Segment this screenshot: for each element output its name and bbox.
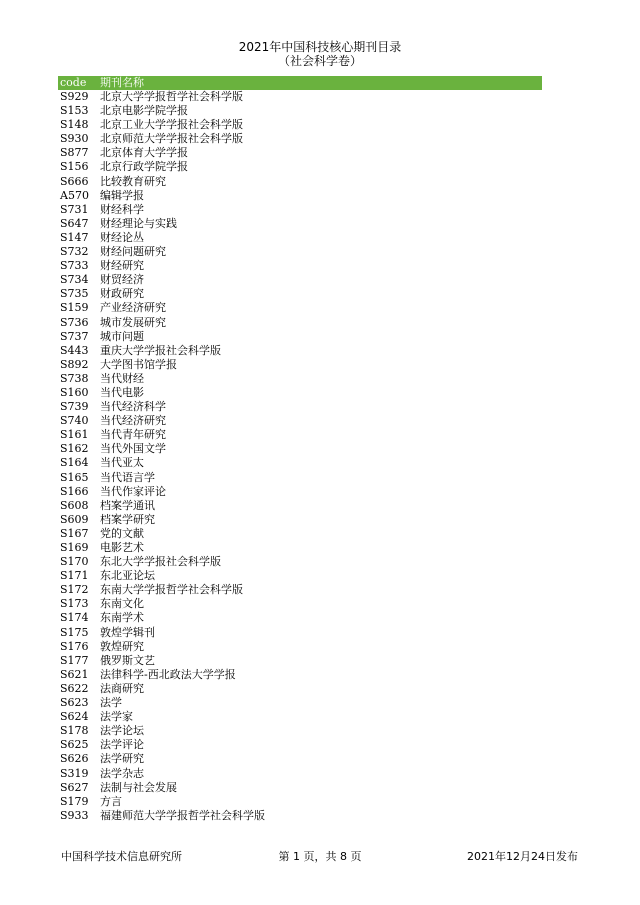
journal-name: 档案学研究 — [100, 512, 155, 526]
journal-name: 当代财经 — [100, 371, 144, 385]
table-row — [58, 330, 542, 344]
journal-code: S174 — [60, 611, 89, 625]
journal-code: S738 — [60, 371, 89, 385]
journal-code: S623 — [60, 696, 89, 710]
table-row — [58, 809, 542, 823]
journal-name: 财经科学 — [100, 202, 144, 216]
table-row — [58, 527, 542, 541]
journal-table — [58, 76, 542, 823]
journal-name: 法学评论 — [100, 738, 144, 752]
journal-name: 当代电影 — [100, 385, 144, 399]
table-header-row — [58, 76, 542, 90]
journal-name: 档案学通讯 — [100, 498, 155, 512]
journal-name: 当代作家评论 — [100, 484, 166, 498]
journal-name: 法学杂志 — [100, 766, 144, 780]
journal-code: S733 — [60, 259, 89, 273]
table-row — [58, 132, 542, 146]
table-row — [58, 626, 542, 640]
journal-code: S892 — [60, 357, 89, 371]
journal-name: 编辑学报 — [100, 188, 144, 202]
table-row — [58, 781, 542, 795]
journal-code: S162 — [60, 442, 89, 456]
journal-name: 比较教育研究 — [100, 174, 166, 188]
table-row — [58, 682, 542, 696]
table-row — [58, 400, 542, 414]
table-row — [58, 738, 542, 752]
table-row — [58, 597, 542, 611]
journal-code: S443 — [60, 343, 89, 357]
journal-code: S647 — [60, 216, 89, 230]
journal-code: S164 — [60, 456, 89, 470]
journal-name: 北京电影学院学报 — [100, 104, 188, 118]
journal-name: 财贸经济 — [100, 273, 144, 287]
journal-code: S627 — [60, 780, 89, 794]
journal-code: S173 — [60, 597, 89, 611]
journal-name: 法学论坛 — [100, 724, 144, 738]
table-row — [58, 316, 542, 330]
journal-code: S622 — [60, 681, 89, 695]
journal-code: S161 — [60, 428, 89, 442]
journal-code: S877 — [60, 146, 89, 160]
journal-code: S177 — [60, 653, 89, 667]
journal-name: 产业经济研究 — [100, 301, 166, 315]
journal-name: 法制与社会发展 — [100, 780, 177, 794]
journal-name: 敦煌研究 — [100, 639, 144, 653]
table-row — [58, 724, 542, 738]
journal-name: 财政研究 — [100, 287, 144, 301]
document-title: 2021年中国科技核心期刊目录 — [238, 40, 402, 54]
table-row — [58, 668, 542, 682]
journal-name: 法律科学-西北政法大学学报 — [100, 667, 236, 681]
journal-code: S179 — [60, 794, 89, 808]
journal-code: S160 — [60, 385, 89, 399]
table-row — [58, 767, 542, 781]
journal-name: 法学 — [100, 696, 122, 710]
journal-name: 当代经济科学 — [100, 400, 166, 414]
table-row — [58, 654, 542, 668]
journal-name: 东南文化 — [100, 597, 144, 611]
journal-code: S156 — [60, 160, 89, 174]
journal-code: S175 — [60, 625, 89, 639]
journal-name: 东南学术 — [100, 611, 144, 625]
journal-name: 北京行政学院学报 — [100, 160, 188, 174]
journal-code: S626 — [60, 752, 89, 766]
journal-name: 法学家 — [100, 710, 133, 724]
journal-code: S929 — [60, 90, 89, 103]
table-row — [58, 795, 542, 809]
table-row — [58, 189, 542, 203]
column-header-journal-name: 期刊名称 — [100, 76, 144, 89]
document-subtitle: （社会科学卷） — [277, 54, 362, 68]
journal-code: S740 — [60, 414, 89, 428]
journal-code: S166 — [60, 484, 89, 498]
footer-publisher: 中国科学技术信息研究所 — [61, 850, 182, 863]
table-row — [58, 456, 542, 470]
table-row — [58, 583, 542, 597]
journal-code: S165 — [60, 470, 89, 484]
table-row — [58, 217, 542, 231]
journal-code: S737 — [60, 329, 89, 343]
journal-code: S167 — [60, 526, 89, 540]
journal-code: S171 — [60, 569, 89, 583]
journal-code: S148 — [60, 118, 89, 132]
table-row — [58, 640, 542, 654]
table-row — [58, 471, 542, 485]
table-row — [58, 513, 542, 527]
journal-code: S930 — [60, 132, 89, 146]
journal-name: 党的文献 — [100, 526, 144, 540]
journal-name: 东北亚论坛 — [100, 569, 155, 583]
table-row — [58, 414, 542, 428]
journal-name: 财经论丛 — [100, 230, 144, 244]
journal-code: S624 — [60, 710, 89, 724]
table-row — [58, 301, 542, 315]
table-row — [58, 611, 542, 625]
journal-name: 东北大学学报社会科学版 — [100, 555, 221, 569]
journal-code: S176 — [60, 639, 89, 653]
table-row — [58, 287, 542, 301]
journal-name: 财经问题研究 — [100, 245, 166, 259]
journal-name: 法学研究 — [100, 752, 144, 766]
journal-code: S933 — [60, 808, 89, 822]
journal-code: S153 — [60, 104, 89, 118]
table-row — [58, 710, 542, 724]
journal-code: S666 — [60, 174, 89, 188]
table-row — [58, 541, 542, 555]
journal-code: S731 — [60, 202, 89, 216]
journal-code: S739 — [60, 400, 89, 414]
table-row — [58, 245, 542, 259]
journal-name: 当代青年研究 — [100, 428, 166, 442]
journal-code: S625 — [60, 738, 89, 752]
journal-code: S609 — [60, 512, 89, 526]
journal-name: 东南大学学报哲学社会科学版 — [100, 583, 243, 597]
journal-code: S147 — [60, 230, 89, 244]
journal-name: 电影艺术 — [100, 541, 144, 554]
table-row — [58, 499, 542, 513]
table-row — [58, 160, 542, 174]
journal-name: 方言 — [100, 794, 122, 808]
journal-code: S732 — [60, 245, 89, 259]
journal-code: S608 — [60, 498, 89, 512]
journal-name: 财经研究 — [100, 259, 144, 273]
journal-name: 北京工业大学学报社会科学版 — [100, 118, 243, 132]
journal-name: 北京大学学报哲学社会科学版 — [100, 90, 243, 103]
table-row — [58, 428, 542, 442]
journal-name: 城市发展研究 — [100, 315, 166, 329]
table-row — [58, 485, 542, 499]
journal-name: 法商研究 — [100, 681, 144, 695]
journal-code: A570 — [60, 188, 89, 202]
journal-code: S172 — [60, 583, 89, 597]
table-row — [58, 118, 542, 132]
table-row — [58, 231, 542, 245]
table-row — [58, 555, 542, 569]
journal-code: S319 — [60, 766, 89, 780]
journal-name: 福建师范大学学报哲学社会科学版 — [100, 808, 265, 822]
journal-name: 当代语言学 — [100, 470, 155, 484]
table-body — [58, 90, 542, 823]
table-row — [58, 372, 542, 386]
table-row — [58, 386, 542, 400]
journal-name: 敦煌学辑刊 — [100, 625, 155, 639]
table-row — [58, 146, 542, 160]
journal-name: 北京体育大学学报 — [100, 146, 188, 160]
column-header-code: code — [60, 76, 87, 89]
journal-code: S178 — [60, 724, 89, 738]
journal-name: 俄罗斯文艺 — [100, 653, 155, 667]
table-row — [58, 104, 542, 118]
journal-name: 当代外国文学 — [100, 442, 166, 456]
table-row — [58, 273, 542, 287]
journal-name: 当代亚太 — [100, 456, 144, 470]
table-row — [58, 696, 542, 710]
journal-code: S159 — [60, 301, 89, 315]
table-row — [58, 203, 542, 217]
footer-release-date: 2021年12月24日发布 — [467, 850, 578, 863]
table-row — [58, 358, 542, 372]
journal-name: 北京师范大学学报社会科学版 — [100, 132, 243, 146]
table-row — [58, 259, 542, 273]
journal-name: 财经理论与实践 — [100, 216, 177, 230]
table-row — [58, 90, 542, 104]
journal-code: S735 — [60, 287, 89, 301]
table-row — [58, 344, 542, 358]
journal-name: 当代经济研究 — [100, 414, 166, 428]
journal-code: S169 — [60, 541, 89, 554]
journal-code: S170 — [60, 555, 89, 569]
journal-code: S734 — [60, 273, 89, 287]
journal-name: 重庆大学学报社会科学版 — [100, 343, 221, 357]
journal-code: S736 — [60, 315, 89, 329]
table-row — [58, 175, 542, 189]
journal-code: S621 — [60, 667, 89, 681]
journal-name: 大学图书馆学报 — [100, 357, 177, 371]
table-row — [58, 442, 542, 456]
journal-name: 城市问题 — [100, 329, 144, 343]
footer-page-number: 第 1 页，共 8 页 — [278, 850, 362, 863]
table-row — [58, 752, 542, 766]
table-row — [58, 569, 542, 583]
